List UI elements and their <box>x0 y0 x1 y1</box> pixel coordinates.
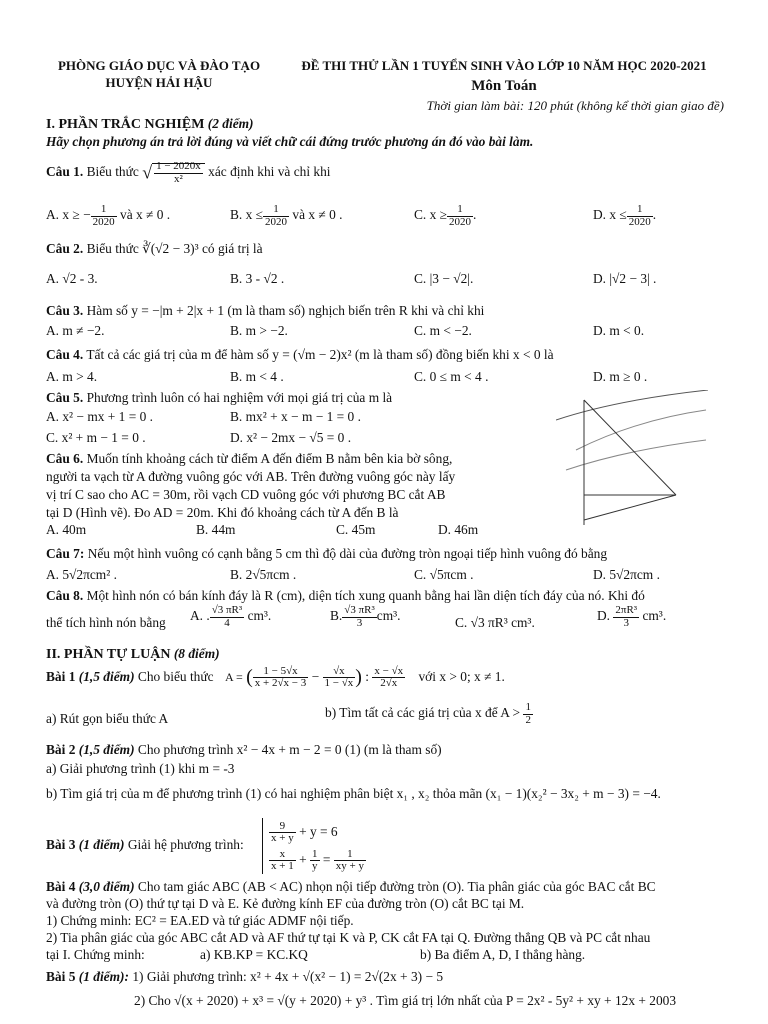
problem-3: Bài 3 (1 điểm) Giải hệ phương trình: <box>46 837 244 852</box>
question-2: Câu 2. Biểu thức ∛(√2 − 3)³ có giá trị là <box>46 241 263 256</box>
exam-subject: Môn Toán <box>471 77 537 94</box>
question-6-line-3: vị trí C sao cho AC = 30m, rồi vạch CD vuông góc với phương BC cắt AB <box>46 487 446 502</box>
q6-option-b: B. 44m <box>196 522 236 537</box>
q3-option-b: B. m > −2. <box>230 323 288 338</box>
problem-1a: a) Rút gọn biểu thức A <box>46 711 169 726</box>
q1-option-c: C. x ≥ $\frac{1}{2020}$ . <box>414 203 477 228</box>
problem-4-line-4: 2) Tia phân giác của góc ABC cắt AD và AF thứ tự tại K và P, CK cắt FA tại Q. Đường thẳng QB và PC cắt nhau <box>46 930 651 945</box>
problem-4-line-5a: tại I. Chứng minh: <box>46 947 145 962</box>
q3-option-c: C. m < −2. <box>414 323 472 338</box>
problem-4-line-1: Bài 4 (3,0 điểm) Cho tam giác ABC (AB < AC) nhọn nội tiếp đường tròn (O). Tia phân giác của góc BAC cắt BC <box>46 879 656 894</box>
q8-option-b: B. $\frac{\text{√3 πR³}}{3}$ cm³. <box>330 604 401 629</box>
q7-option-b: B. 2√5πcm . <box>230 567 297 582</box>
question-1: Câu 1. Biểu thức √ $\frac{1 - 2020x}{\text{x²}}$ xác định khi và chỉ khi <box>46 160 331 185</box>
problem-5-line-2: 2) Cho √(x + 2020) + x³ = √(y + 2020) + y³ . Tìm giá trị lớn nhất của P = 2x² - 5y² + xy + 12x + 2003 <box>134 993 677 1008</box>
department-line-2: HUYỆN HẢI HẬU <box>105 74 213 90</box>
q8-option-d: D. $\frac{\text{2πR³}}{3}$ cm³. <box>597 604 667 629</box>
q6-option-c: C. 45m <box>336 522 376 537</box>
q2-option-d: D. |√2 − 3| . <box>593 271 657 286</box>
q2-option-c: C. |3 − √2|. <box>414 271 474 286</box>
part1-heading: I. PHẦN TRẮC NGHIỆM (2 điểm) <box>46 116 254 132</box>
exam-title: ĐỀ THI THỬ LẦN 1 TUYỂN SINH VÀO LỚP 10 NĂM HỌC 2020-2021 <box>301 58 707 73</box>
exam-time-note: Thời gian làm bài: 120 phút (không kể thời gian giao đề) <box>426 97 724 113</box>
q8-option-c: C. √3 πR³ cm³. <box>455 615 535 630</box>
q7-option-d: D. 5√2πcm . <box>593 567 660 582</box>
river-figure <box>556 390 708 530</box>
question-8-line-1: Câu 8. Một hình nón có bán kính đáy là R (cm), diện tích xung quanh bằng hai lần diện tích đáy của nó. Khi đó <box>46 588 645 603</box>
part2-heading: II. PHẦN TỰ LUẬN (8 điểm) <box>46 646 220 662</box>
q5-option-b: B. mx² + x − m − 1 = 0 . <box>230 409 361 424</box>
problem-5-line-1: Bài 5 (1 điểm): 1) Giải phương trình: x² + 4x + √(x² − 1) = 2√(2x + 3) − 5 <box>46 969 444 984</box>
problem-1b: b) Tìm tất cả các giá trị của x để A > $\frac{1}{2}$ <box>325 701 531 726</box>
q2-option-a: A. √2 - 3. <box>46 271 98 286</box>
q3-option-a: A. m ≠ −2. <box>46 323 105 338</box>
q5-option-d: D. x² − 2mx − √5 = 0 . <box>230 430 352 445</box>
problem-1: Bài 1 (1,5 điểm) Cho biểu thức A = ( $\frac{1 - 5√x}{x + 2√x - 3}$ − $\frac{√x}{1 - √x}$ ) : $\frac{x - √x}{2√x}$ với x > 0; x ≠ 1. <box>46 664 505 690</box>
q2-option-b: B. 3 - √2 . <box>230 271 285 286</box>
question-3: Câu 3. Hàm số y = −|m + 2|x + 1 (m là tham số) nghịch biến trên R khi và chỉ khi <box>46 303 485 318</box>
question-6-line-2: người ta vạch từ A đường vuông góc với AB. Trên đường vuông góc này lấy <box>46 469 456 484</box>
q3-option-d: D. m < 0. <box>593 323 645 338</box>
part1-instruction: Hãy chọn phương án trả lời đúng và viết chữ cái đứng trước phương án đó vào bài làm. <box>46 134 534 149</box>
q7-option-a: A. 5√2πcm² . <box>46 567 117 582</box>
problem-4-line-2: và đường tròn (O) thứ tự tại D và E. Kẻ đường kính EF của đường tròn (O) cắt BC tại M. <box>46 896 525 911</box>
q4-option-a: A. m > 4. <box>46 369 98 384</box>
q6-option-d: D. 46m <box>438 522 479 537</box>
question-7: Câu 7: Nếu một hình vuông có cạnh bằng 5 cm thì độ dài của đường tròn ngoại tiếp hình vuông đó bằng <box>46 546 608 561</box>
problem-4-line-5b: a) KB.KP = KC.KQ <box>200 947 308 962</box>
q4-option-d: D. m ≥ 0 . <box>593 369 648 384</box>
problem-2a: a) Giải phương trình (1) khi m = -3 <box>46 761 235 776</box>
question-4: Câu 4. Tất cả các giá trị của m để hàm số y = (√m − 2)x² (m là tham số) đồng biến khi x < 0 là <box>46 347 554 362</box>
department-line-1: PHÒNG GIÁO DỤC VÀ ĐÀO TẠO <box>57 58 261 73</box>
problem-2: Bài 2 (1,5 điểm) Cho phương trình x² − 4x + m − 2 = 0 (1) (m là tham số) <box>46 742 442 757</box>
problem-4-line-3: 1) Chứng minh: EC² = EA.ED và tứ giác ADMF nội tiếp. <box>46 913 354 928</box>
q5-option-c: C. x² + m − 1 = 0 . <box>46 430 146 445</box>
q6-option-a: A. 40m <box>46 522 87 537</box>
q5-option-a: A. x² − mx + 1 = 0 . <box>46 409 154 424</box>
equation-system: $\frac{9}{x + y}$ + y = 6 $\frac{x}{x + 1}$ + $\frac{1}{y}$ = $\frac{1}{xy + y}$ <box>262 818 366 874</box>
exam-header <box>284 58 724 114</box>
question-8-line-2: thể tích hình nón bằng <box>46 615 166 630</box>
q4-option-b: B. m < 4 . <box>230 369 284 384</box>
q7-option-c: C. √5πcm . <box>414 567 474 582</box>
question-6-line-4: tại D (Hình vẽ). Đo AD = 20m. Khi đó khoảng cách từ A đến B là <box>46 505 399 520</box>
q1-option-d: D. x ≤ $\frac{1}{2020}$ . <box>593 203 657 228</box>
problem-4-line-5c: b) Ba điểm A, D, I thẳng hàng. <box>420 947 586 962</box>
department-header <box>44 58 274 91</box>
q1-option-a: A. x ≥ − $\frac{1}{2020}$ và x ≠ 0 . <box>46 203 171 228</box>
q8-option-a: A. . $\frac{\text{√3 πR³}}{4}$ cm³. <box>190 604 272 629</box>
question-5: Câu 5. Phương trình luôn có hai nghiệm với mọi giá trị của m là <box>46 390 393 405</box>
q1-option-b: B. x ≤ $\frac{1}{2020}$ và x ≠ 0 . <box>230 203 343 228</box>
q4-option-c: C. 0 ≤ m < 4 . <box>414 369 489 384</box>
problem-2b: b) Tìm giá trị của m để phương trình (1) có hai nghiệm phân biệt x₁ , x₂ thỏa mãn (x₁ − 1)(x₂² − 3x₂ + m − 3) = −4. <box>46 786 661 801</box>
question-6-line-1: Câu 6. Muốn tính khoảng cách từ điểm A đến điểm B nằm bên kia bờ sông, <box>46 451 453 466</box>
